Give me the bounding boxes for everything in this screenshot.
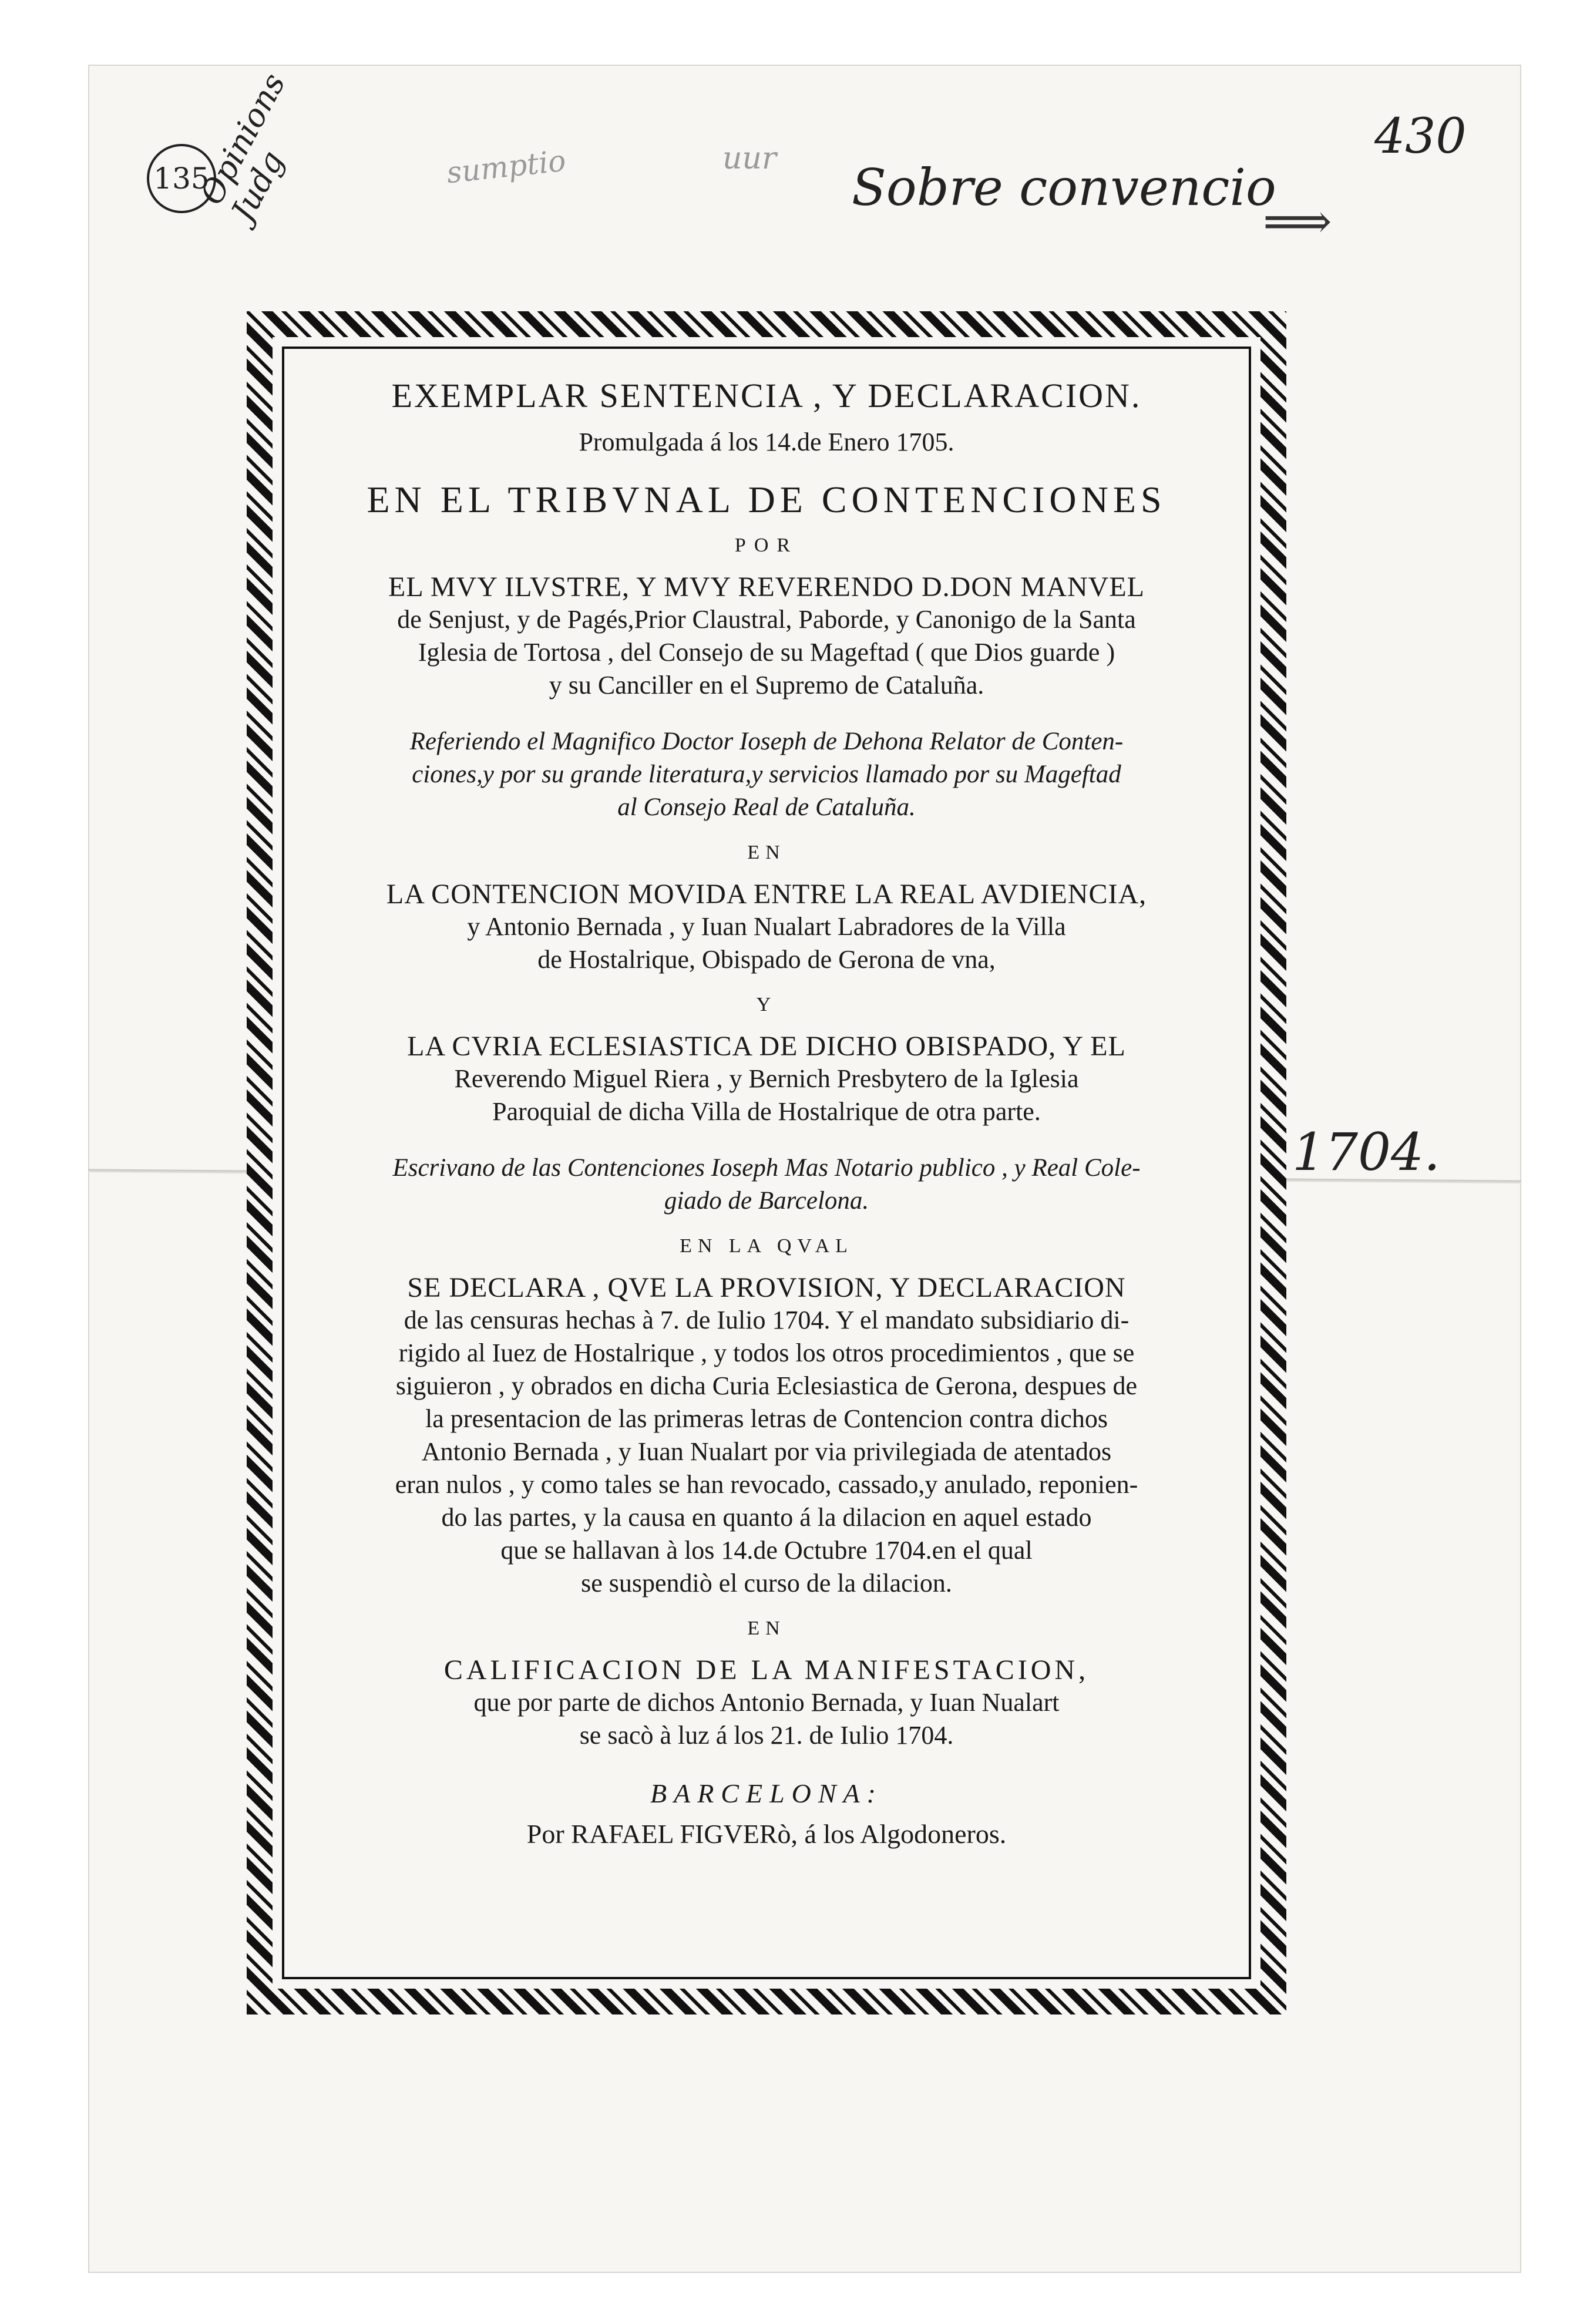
en-la-qual-separator: EN LA QVAL <box>680 1235 853 1257</box>
declara-line: SE DECLARA , QVE LA PROVISION, Y DECLARACION <box>407 1272 1126 1303</box>
document-body <box>300 364 1233 1849</box>
en-separator: EN <box>747 842 786 863</box>
authority-line: de Senjust, y de Pagés,Prior Claustral, Paborde, y Canonigo de la Santa <box>397 605 1136 634</box>
declara-block <box>300 1272 1233 1600</box>
handwritten-year-note: 1704. <box>1292 1122 1440 1182</box>
faint-note-1: sumptio <box>445 143 567 190</box>
tribunal-heading: EN EL TRIBVNAL DE CONTENCIONES <box>367 479 1167 520</box>
party-two-line: Paroquial de dicha Villa de Hostalrique de otra parte. <box>492 1097 1041 1126</box>
declara-line: de las censuras hechas à 7. de Iulio 1704. Y el mandato subsidiario di- <box>404 1306 1130 1334</box>
authority-block <box>300 571 1233 702</box>
calificacion-line: que por parte de dichos Antonio Bernada, y Iuan Nualart <box>473 1688 1060 1717</box>
declara-line: se suspendiò el curso de la dilacion. <box>581 1569 952 1597</box>
circled-number: 135 <box>147 144 216 213</box>
handwritten-top-note: Sobre convencio <box>852 159 1276 217</box>
referiendo-line: Referiendo el Magnifico Doctor Ioseph de Dehona Relator de Conten- <box>409 728 1124 755</box>
declara-line: rigido al Iuez de Hostalrique , y todos los otros procedimientos , que se <box>398 1338 1135 1367</box>
rotated-margin-note: Opinions Judg <box>193 67 293 227</box>
calificacion-line: CALIFICACION DE LA MANIFESTACION, <box>443 1654 1090 1686</box>
por-label: POR <box>734 534 799 556</box>
escrivano-line: Escrivano de las Contenciones Ioseph Mas Notario publico , y Real Cole- <box>392 1154 1141 1182</box>
y-separator: Y <box>756 994 777 1015</box>
declara-line: Antonio Bernada , y Iuan Nualart por via privilegiada de atentados <box>421 1437 1112 1466</box>
party-one-line: y Antonio Bernada , y Iuan Nualart Labradores de la Villa <box>467 912 1066 941</box>
promulgation-date: Promulgada á los 14.de Enero 1705. <box>579 428 954 456</box>
party-one-line: de Hostalrique, Obispado de Gerona de vna, <box>537 945 996 974</box>
handwritten-page-number: 430 <box>1374 109 1467 164</box>
imprint-city: BARCELONA: <box>650 1778 883 1808</box>
party-two-line: Reverendo Miguel Riera , y Bernich Presbytero de la Iglesia <box>454 1064 1079 1093</box>
declara-line: eran nulos , y como tales se han revocado, cassado,y anulado, reponien- <box>395 1470 1138 1499</box>
referiendo-line: al Consejo Real de Cataluña. <box>617 793 916 821</box>
referiendo-line: ciones,y por su grande literatura,y servicios llamado por su Mageftad <box>412 761 1121 788</box>
declara-line: que se hallavan à los 14.de Octubre 1704.en el qual <box>500 1536 1033 1565</box>
authority-line: EL MVY ILVSTRE, Y MVY REVERENDO D.DON MANVEL <box>388 571 1145 603</box>
calificacion-line: se sacò à luz á los 21. de Iulio 1704. <box>579 1721 954 1750</box>
authority-line: Iglesia de Tortosa , del Consejo de su Mageftad ( que Dios guarde ) <box>418 638 1115 667</box>
arrow-icon: ⟹ <box>1263 194 1332 250</box>
party-two-line: LA CVRIA ECLESIASTICA DE DICHO OBISPADO, Y EL <box>407 1031 1126 1062</box>
escrivano-block <box>300 1152 1233 1218</box>
escrivano-line: giado de Barcelona. <box>664 1187 869 1215</box>
en-separator-2: EN <box>747 1617 786 1639</box>
document-title: EXEMPLAR SENTENCIA , Y DECLARACION. <box>391 376 1142 415</box>
authority-line: y su Canciller en el Supremo de Cataluña. <box>549 671 984 699</box>
declara-line: siguieron , y obrados en dicha Curia Eclesiastica de Gerona, despues de <box>395 1371 1138 1400</box>
party-one-block <box>300 878 1233 976</box>
declara-line: do las partes, y la causa en quanto á la dilacion en aquel estado <box>441 1503 1092 1532</box>
calificacion-block <box>300 1654 1233 1752</box>
imprint-printer: Por RAFAEL FIGVERò, á los Algodoneros. <box>526 1819 1007 1849</box>
faint-note-2: uur <box>722 141 776 176</box>
party-two-block <box>300 1030 1233 1128</box>
referiendo-block <box>300 725 1233 824</box>
party-one-line: LA CONTENCION MOVIDA ENTRE LA REAL AVDIENCIA, <box>386 879 1147 910</box>
declara-line: la presentacion de las primeras letras de Contencion contra dichos <box>425 1404 1108 1433</box>
